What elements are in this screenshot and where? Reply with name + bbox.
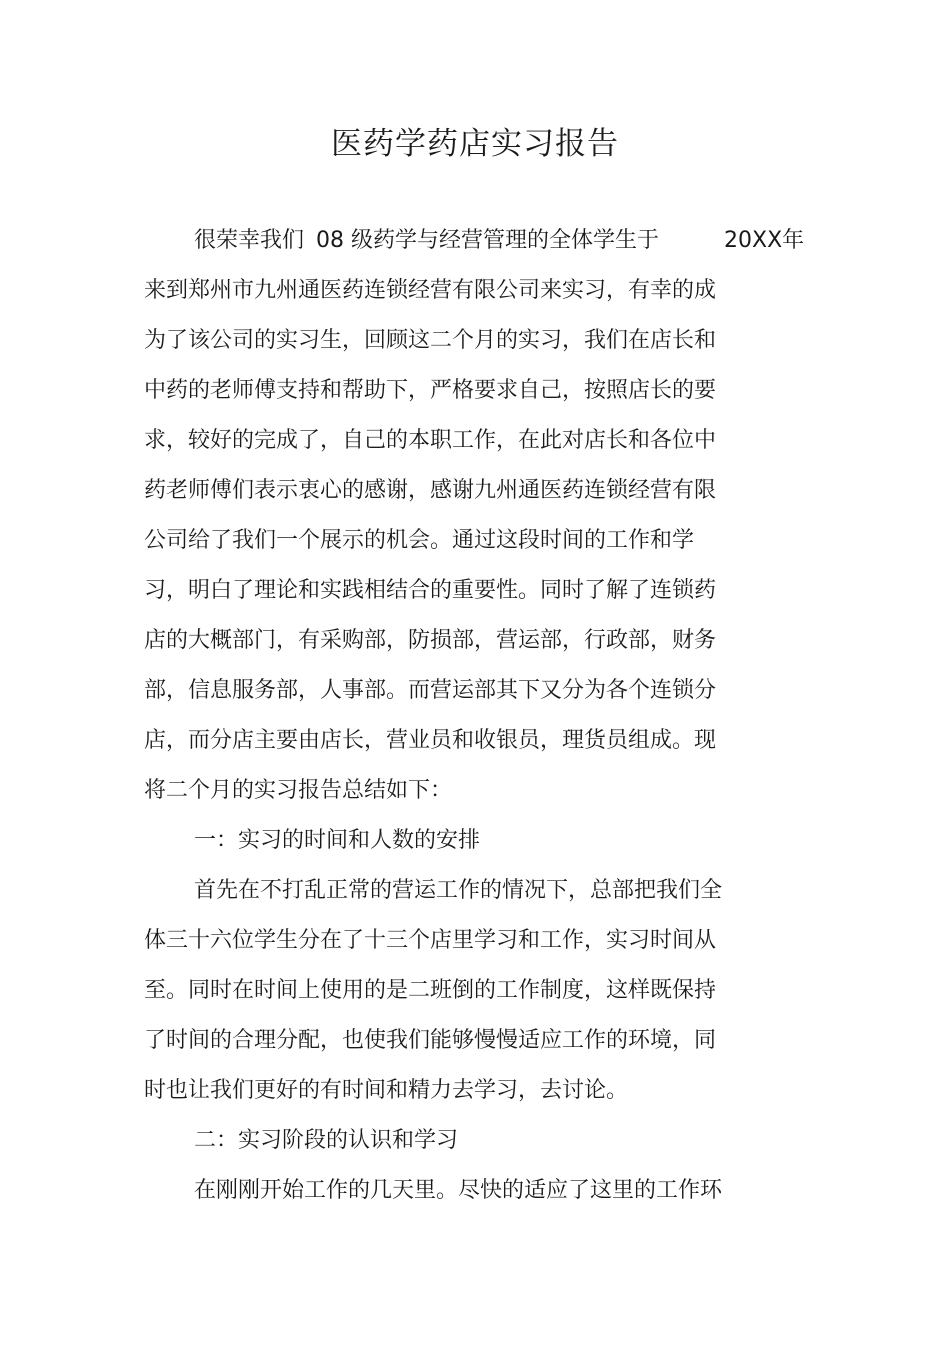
paragraph-line: 习，明白了理论和实践相结合的重要性。同时了解了连锁药 [144, 578, 717, 603]
section-heading: 二：实习阶段的认识和学习 [194, 1128, 459, 1153]
paragraph-line: 将二个月的实习报告总结如下： [144, 778, 453, 803]
paragraph-line: 店，而分店主要由店长，营业员和收银员，理货员组成。现 [144, 728, 717, 753]
paragraph-line: 首先在不打乱正常的营运工作的情况下，总部把我们全 [194, 878, 723, 903]
paragraph-line: 部，信息服务部，人事部。而营运部其下又分为各个连锁分 [144, 678, 717, 703]
paragraph-line: 公司给了我们一个展示的机会。通过这段时间的工作和学 [144, 528, 695, 553]
paragraph-line: 求，较好的完成了，自己的本职工作，在此对店长和各位中 [144, 428, 717, 453]
text-segment: 很荣幸我们 [194, 228, 305, 253]
paragraph-line: 药老师傅们表示衷心的感谢，感谢九州通医药连锁经营有限 [144, 478, 717, 503]
paragraph-line: 为了该公司的实习生，回顾这二个月的实习，我们在店长和 [144, 328, 717, 353]
paragraph-line: 店的大概部门，有采购部，防损部，营运部，行政部，财务 [144, 628, 717, 653]
paragraph-line: 来到郑州市九州通医药连锁经营有限公司来实习，有幸的成 [144, 278, 717, 303]
section-heading: 一：实习的时间和人数的安排 [194, 828, 481, 853]
text-segment: 20XX年 [724, 228, 805, 253]
paragraph-line: 时也让我们更好的有时间和精力去学习，去讨论。 [144, 1078, 629, 1103]
paragraph-line: 体三十六位学生分在了十三个店里学习和工作，实习时间从 [144, 928, 717, 953]
paragraph-line: 在刚刚开始工作的几天里。尽快的适应了这里的工作环 [194, 1178, 723, 1203]
paragraph-line: 中药的老师傅支持和帮助下，严格要求自己，按照店长的要 [144, 378, 717, 403]
paragraph-line: 了时间的合理分配，也使我们能够慢慢适应工作的环境，同 [144, 1028, 717, 1053]
paragraph-line: 至。同时在时间上使用的是二班倒的工作制度，这样既保持 [144, 978, 717, 1003]
text-segment: 08 级药学与经营管理的全体学生于 [316, 228, 659, 253]
document-title: 医药学药店实习报告 [331, 126, 619, 162]
